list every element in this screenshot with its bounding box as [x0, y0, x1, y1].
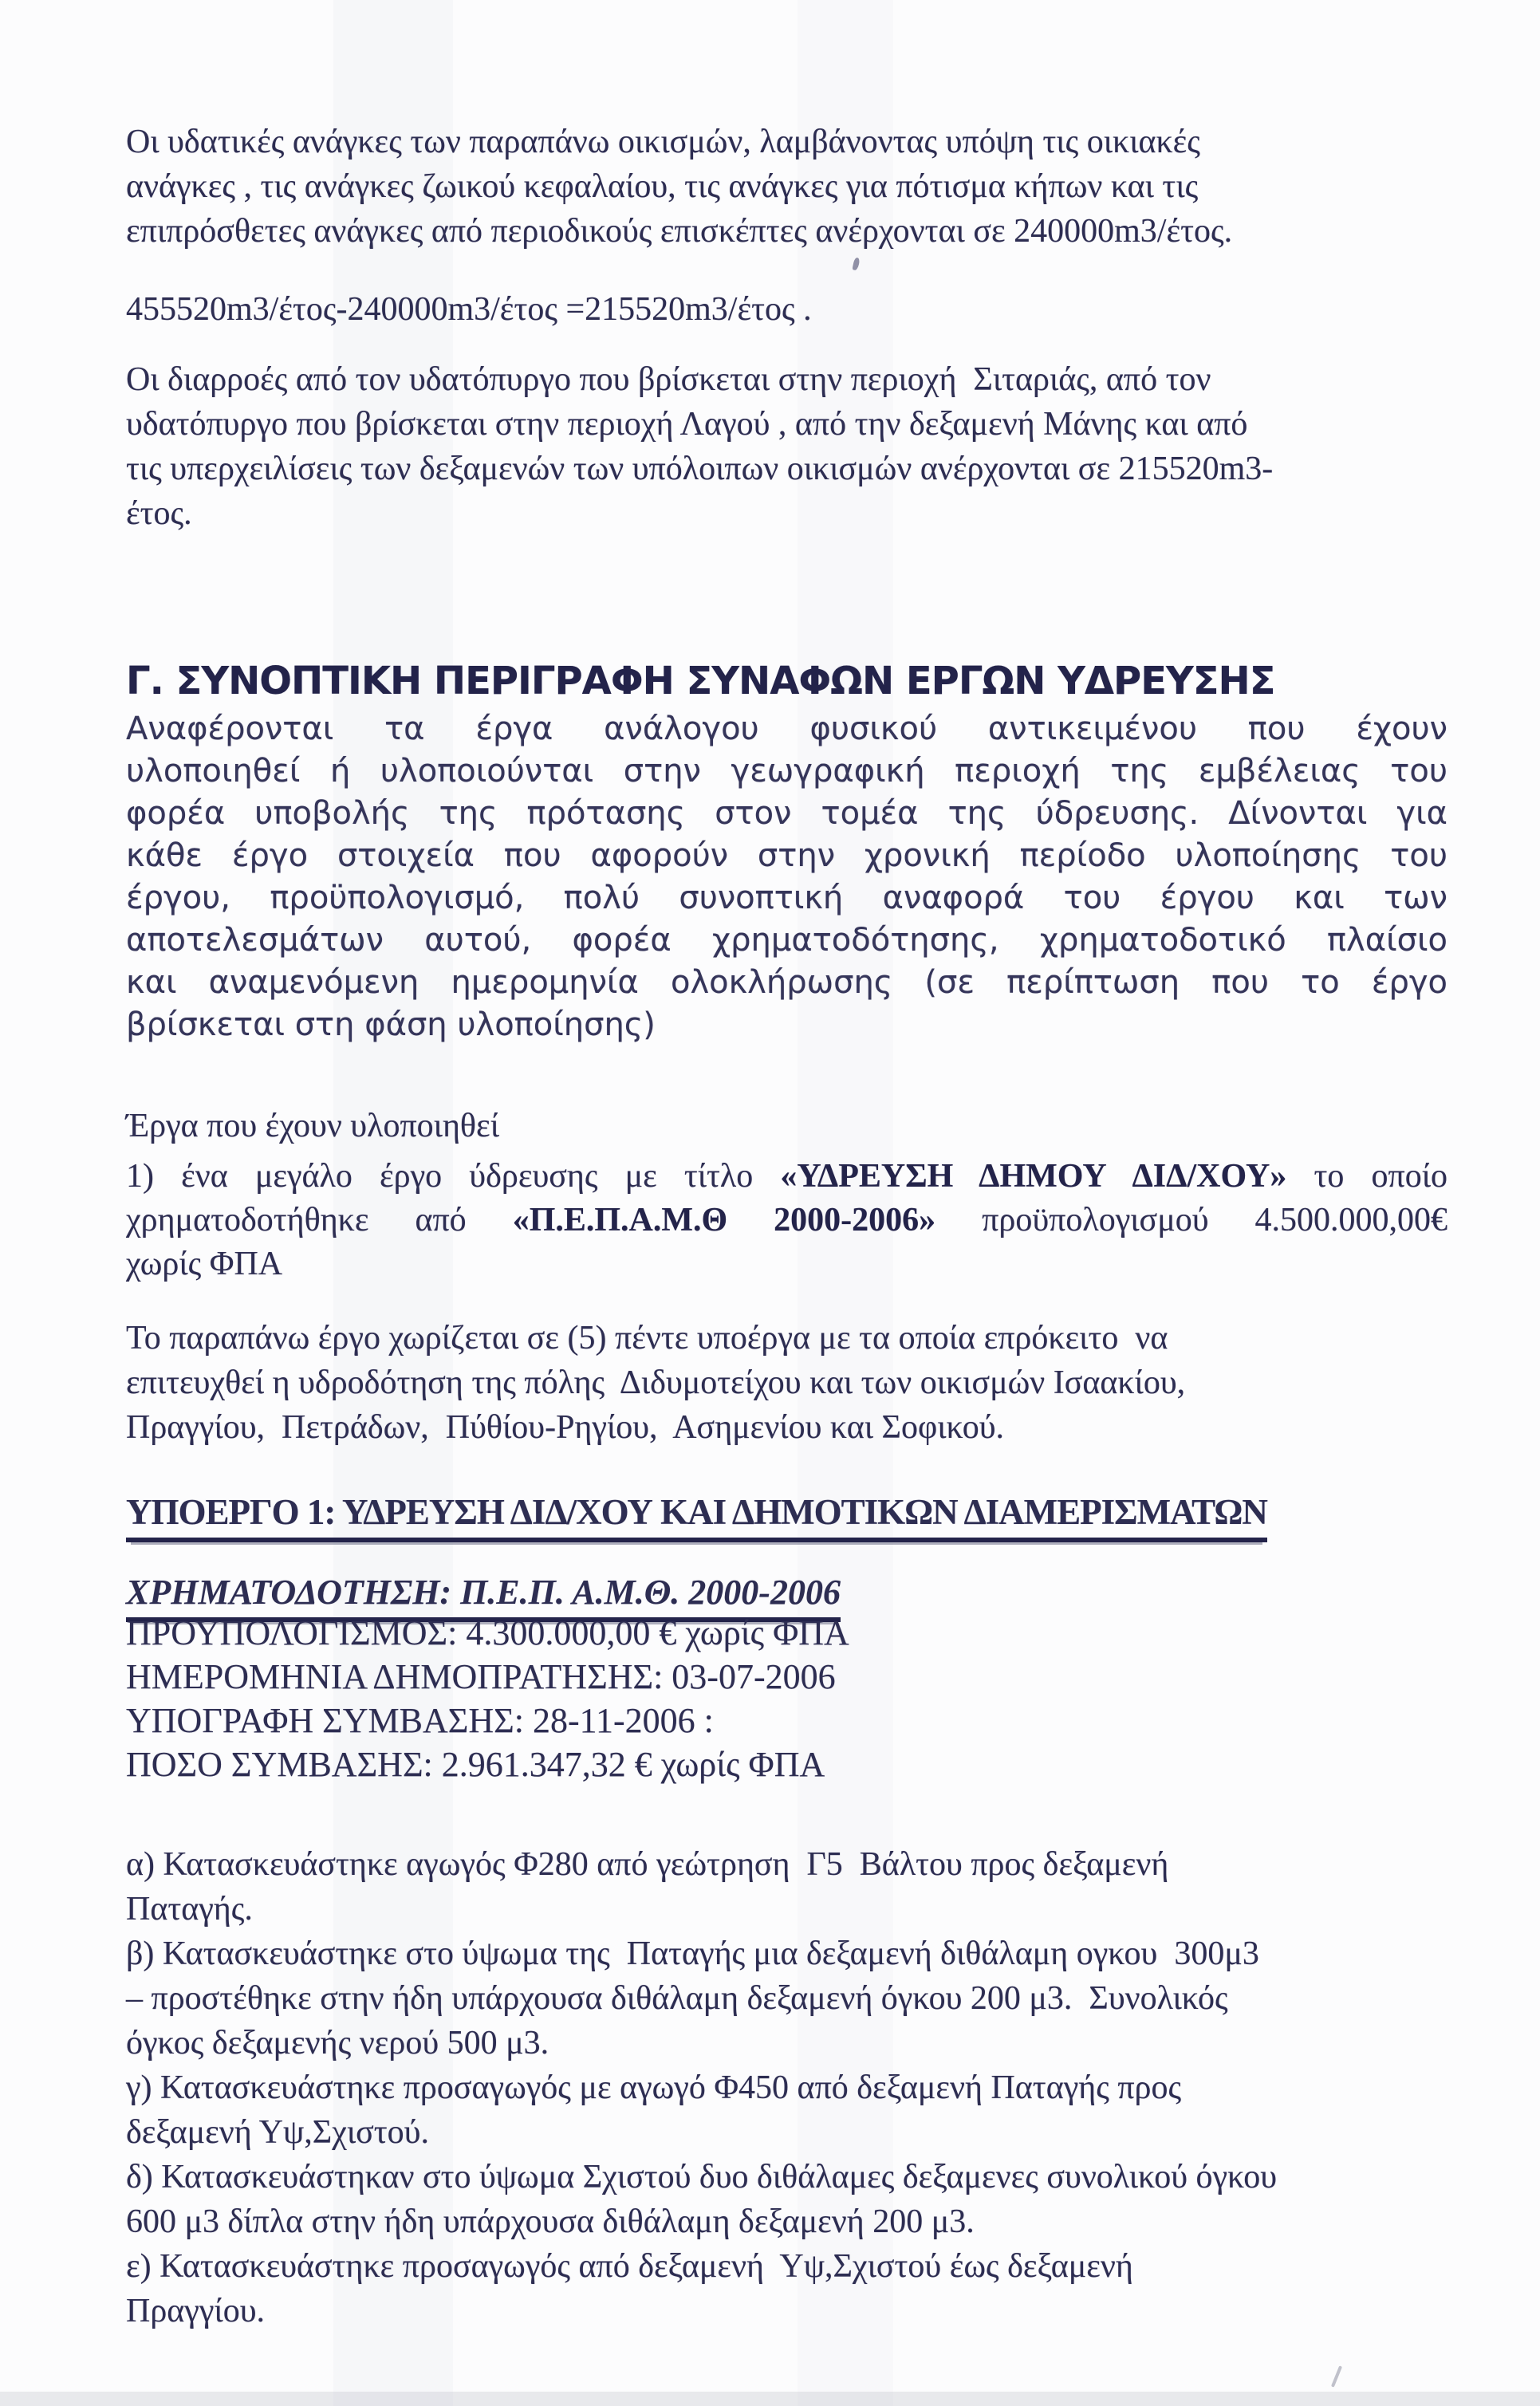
subproject-1-heading: ΥΠΟΕΡΓΟ 1: ΥΔΡΕΥΣΗ ΔΙΔ/ΧΟΥ ΚΑΙ ΔΗΜΟΤΙΚΩΝ ΔΙΑΜΕΡΙΣΜΑΤΩΝ: [126, 1494, 1447, 1542]
project-title: «ΥΔΡΕΥΣΗ ΔΗΜΟΥ ΔΙΔ/ΧΟΥ»: [780, 1158, 1287, 1195]
list-item: α) Κατασκευάστηκε αγωγός Φ280 από γεώτρηση Γ5 Βάλτου προς δεξαμενή: [126, 1846, 1169, 1883]
paragraph-overview: [126, 708, 1447, 1046]
text-line: Οι διαρροές από τον υδατόπυργο που βρίσκεται στην περιοχή Σιταριάς, από τον: [126, 361, 1211, 398]
text-line: αποτελεσμάτων αυτού, φορέα χρηματοδότησης, χρηματοδοτικό πλαίσιο: [126, 922, 1447, 959]
funding-programme: «Π.Ε.Π.Α.Μ.Θ 2000-2006»: [512, 1202, 936, 1238]
project-intro-text: το οποίο: [1286, 1158, 1447, 1195]
paragraph-subprojects-intro: [126, 1316, 1447, 1450]
list-item: Πραγγίου.: [126, 2293, 266, 2329]
list-item: γ) Κατασκευάστηκε προσαγωγός με αγωγό Φ450 από δεξαμενή Παταγής προς: [126, 2069, 1182, 2106]
text-line: χωρίς ΦΠΑ: [126, 1246, 283, 1282]
list-item: Παταγής.: [126, 1891, 253, 1928]
text-line: βρίσκεται στη φάση υλοποίησης): [126, 1006, 656, 1043]
text-line: έργου, προϋπολογισμό, πολύ συνοπτική αναφορά του έργου και των: [126, 880, 1447, 916]
paragraph-leakages: [126, 357, 1447, 536]
paragraph-project-1: [126, 1155, 1447, 1286]
calculation-line: [126, 287, 1447, 332]
text-line: υλοποιηθεί ή υλοποιούνται στην γεωγραφική περιοχή της εμβέλειας του: [126, 753, 1447, 790]
paragraph-water-needs: [126, 120, 1447, 254]
list-item: 600 μ3 δίπλα στην ήδη υπάρχουσα διθάλαμη δεξαμενή 200 μ3.: [126, 2203, 975, 2240]
scan-mark: [1331, 2365, 1342, 2387]
text-line: Αναφέρονται τα έργα ανάλογου φυσικού αντικειμένου που έχουν: [126, 711, 1447, 747]
list-item: ε) Κατασκευάστηκε προσαγωγός από δεξαμενή Υψ,Σχιστού έως δεξαμενή: [126, 2248, 1133, 2285]
text-line: τις υπερχειλίσεις των δεξαμενών των υπόλοιπων οικισμών ανέρχονται σε 215520m3-: [126, 451, 1274, 487]
text-line: 455520m3/έτος-240000m3/έτος =215520m3/έτος .: [126, 291, 812, 328]
project-budget-text: προϋπολογισμού 4.500.000,00€: [935, 1202, 1448, 1238]
text-line: κάθε έργο στοιχεία που αφορούν στην χρονική περίοδο υλοποίησης του: [126, 837, 1447, 874]
budget-line: ΠΡΟΥΠΟΛΟΓΙΣΜΟΣ: 4.300.000,00 € χωρίς ΦΠΑ: [126, 1613, 849, 1652]
text-line: και αναμενόμενη ημερομηνία ολοκλήρωσης (σε περίπτωση που το έργο: [126, 964, 1447, 1001]
text-line: Πραγγίου, Πετράδων, Πύθίου-Ρηγίου, Ασημενίου και Σοφικού.: [126, 1409, 1005, 1446]
list-item: δ) Κατασκευάστηκαν στο ύψωμα Σχιστού δυο διθάλαμες δεξαμενες συνολικού όγκου: [126, 2159, 1278, 2195]
text-line: επιπρόσθετες ανάγκες από περιοδικούς επισκέπτες ανέρχονται σε 240000m3/έτος.: [126, 213, 1233, 250]
text-line: υδατόπυργο που βρίσκεται στην περιοχή Λαγού , από την δεξαμενή Μάνης και από: [126, 406, 1248, 443]
list-item: δεξαμενή Υψ,Σχιστού.: [126, 2114, 429, 2151]
section-heading-synoptic-description: Γ. ΣΥΝΟΠΤΙΚΗ ΠΕΡΙΓΡΑΦΗ ΣΥΝΑΦΩΝ ΕΡΓΩΝ ΥΔΡΕΥΣΗΣ: [126, 659, 1275, 704]
budget-details: [126, 1611, 1447, 1786]
project-funding-text: χρηματοδοτήθηκε από: [126, 1202, 513, 1238]
text-line: Έργα που έχουν υλοποιηθεί: [126, 1108, 499, 1144]
text-line: φορέα υποβολής της πρότασης στον τομέα της ύδρευσης. Δίνονται για: [126, 795, 1447, 832]
works-done-label: [126, 1104, 1447, 1148]
text-line: Το παραπάνω έργο χωρίζεται σε (5) πέντε υποέργα με τα οποία επρόκειτο να: [126, 1320, 1168, 1357]
contract-amount-line: ΠΟΣΟ ΣΥΜΒΑΣΗΣ: 2.961.347,32 € χωρίς ΦΠΑ: [126, 1745, 825, 1784]
text-line: Οι υδατικές ανάγκες των παραπάνω οικισμών, λαμβάνοντας υπόψη τις οικιακές: [126, 124, 1200, 160]
list-item: όγκος δεξαμενής νερού 500 μ3.: [126, 2025, 549, 2061]
funding-heading: ΧΡΗΜΑΤΟΔΟΤΗΣΗ: Π.Ε.Π. Α.Μ.Θ. 2000-2006: [126, 1574, 1447, 1622]
list-item: β) Κατασκευάστηκε στο ύψωμα της Παταγής μια δεξαμενή διθάλαμη ογκου 300μ3: [126, 1935, 1259, 1972]
text-line: [126, 1199, 1447, 1242]
constructed-works-list: [126, 1842, 1447, 2333]
text-line: [126, 1155, 1447, 1199]
tender-date-line: ΗΜΕΡΟΜΗΝΙΑ ΔΗΜΟΠΡΑΤΗΣΗΣ: 03-07-2006: [126, 1657, 836, 1696]
text-line: επιτευχθεί η υδροδότηση της πόλης Διδυμοτείχου και των οικισμών Ισαακίου,: [126, 1364, 1186, 1401]
project-intro-text: 1) ένα μεγάλο έργο ύδρευσης με τίτλο: [126, 1158, 781, 1195]
scan-edge-shadow: [0, 2392, 1540, 2406]
text-line: ανάγκες , τις ανάγκες ζωικού κεφαλαίου, τις ανάγκες για πότισμα κήπων και τις: [126, 168, 1199, 205]
text-line: έτος.: [126, 495, 192, 532]
list-item: – προστέθηκε στην ήδη υπάρχουσα διθάλαμη δεξαμενή όγκου 200 μ3. Συνολικός: [126, 1980, 1228, 2017]
contract-signing-line: ΥΠΟΓΡΑΦΗ ΣΥΜΒΑΣΗΣ: 28-11-2006 :: [126, 1701, 714, 1740]
scan-speck: [852, 257, 860, 270]
